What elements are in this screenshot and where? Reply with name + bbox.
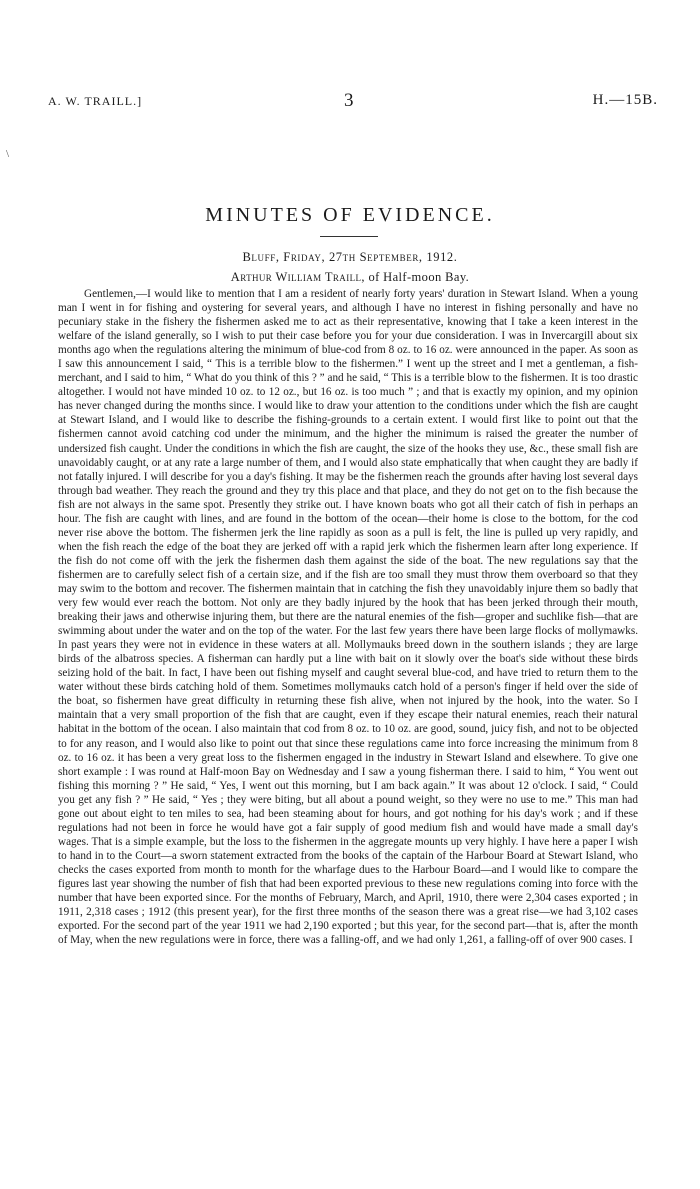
document-reference: H.—15B.	[592, 92, 658, 108]
witness-name: Arthur William Traill,	[230, 270, 365, 284]
evidence-paragraph: Gentlemen,—I would like to mention that I am a resident of nearly forty years' duration in Stewart Island. When a young man I went in for fishing and oystering for several years, and although I have no interest in fishing personally and have no pecuniary stake in the fishery the fishermen asked me to act as their representative, knowing that I take a keen interest in the welfare of the island generally, so I wish to put their case before you for your due consideration. I was in Invercargill about six months ago when the regulations altering the minimum of blue-cod from 8 oz. to 16 oz. were announced in the paper. As soon as I saw this announcement I said, “ This is a terrible blow to the fishermen.” I went up the street and I met a gentleman, a fish-merchant, and I said to him, “ What do you think of this ? ” and he said, “ This is a terrible blow to the fishermen. It is too drastic altogether. I would not have minded 10 oz. to 12 oz., but 16 oz. is too much ” ; and that is exactly my opinion, and my opinion has never changed during the months since. I would like to draw your attention to the conditions under which the fish are caught at Stewart Island, and I would like to describe the fishing-grounds to a certain extent. I would first like to point out that the fishermen cannot avoid catching cod under the minimum, and the higher the minimum is raised the greater the number of undersized fish caught. Under the conditions in which the fish are caught, the size of the hooks they use, &c., these small fish are unavoidably caught, or at any rate a large number of them, and I would also state emphatically that when caught they are badly if not fatally injured. I will describe for you a day's fishing. It may be the fishermen reach the grounds after having lost several days through bad weather. They reach the ground and they try this place and that place, and they do not get on to the fish because the fish are not always in the same spot. Presently they strike out. I have known boats who got all their catch of fish in perhaps an hour. The fish are caught with lines, and are found in the bottom of the ocean—their home is close to the bottom, for the cod never rise above the bottom. The fishermen jerk the line rapidly as soon as a pull is felt, the line is pulled up very rapidly, and when the fish reach the edge of the boat they are jerked off with a rapid jerk which the fishermen learn after long experience. If the fish do not come off with the jerk the fishermen dash them against the side of the boat. The new regulations say that the fishermen are to carefully select fish of a certain size, and if the fish are too small they must throw them overboard so that they may swim to the bottom and recover. The fishermen maintain that in catching the fish they unavoidably injure them so badly that very few would ever reach the bottom. Not only are they badly injured by the hook that has been jerked through their mouth, breaking their jaws and otherwise injuring them, but there are the natural enemies of the fish—groper and suchlike fish—that are swimming about under the water and on the top of the water. For the last few years there have been large flocks of mollymawks. In past years they were not in evidence in these waters at all. Mollymauks breed down in the southern islands ; they are large birds of the albatross species. A fisherman can hardly put a line with bait on it slowly over the boat's side without these birds seizing hold of the bait. In fact, I have been out fishing myself and caught several blue-cod, and have tried to return them to the water without these birds catching hold of them. Sometimes mollymauks catch hold of a person's finger if held over the side of the boat, so fishermen have great difficulty in returning these fish alive, when not injured by the hook, into the water. So I maintain that a very small proportion of the fish that are caught, even if they escape their natural enemies, reach their natural habitat in the bottom of the ocean. I also maintain that cod from 8 oz. to 10 oz. are good, sound, juicy fish, and not to be objected to for any reason, and I would also like to point out that since these regulations came into force increasing the minimum from 8 oz. to 16 oz. it has been a very great loss to the fishermen engaged in the industry in Stewart Island and elsewhere. To give one short example : I was round at Half-moon Bay on Wednesday and I saw a young fisherman there. I said to him, “ You went out fishing this morning ? ” He said, “ Yes, I went out this morning, but I am back again.” It was about 12 o'clock. I said, “ Could you get any fish ? ” He said, “ Yes ; they were biting, but all about a pound weight, so they were no use to me.” This man had gone out about eight to ten miles to sea, had been steaming about for hours, and got nothing for his day's work ; and if these regulations had not been in force he would have got a fair supply of good medium fish and would have made a small day's wages. That is a simple example, but the loss to the fishermen in the aggregate mounts up very highly. I have here a paper I wish to hand in to the Court—a sworn statement extracted from the books of the captain of the Harbour Board at Stewart Island, who checks the cases exported from month to month for the wharfage dues to the Harbour Board—and I would like to compare the figures last year showing the number of fish that had been exported previous to these new regulations coming into force with the number that have been exported since. For the months of February, March, and April, 1910, there were 2,304 cases exported ; in 1911, 2,318 cases ; 1912 (this present year), for the first three months of the season there was a great rise—we had 3,102 cases exported. For the second part of the year 1911 we had 2,190 exported ; but this year, for the second part—that is, after the month of May, when the new regulations were in force, there was a falling-off, and we had only 1,261, a falling-off of over 900 cases. I	[58, 288, 638, 947]
running-header	[48, 90, 658, 116]
header-author: A. W. TRAILL.]	[48, 94, 143, 108]
title-rule	[320, 236, 378, 237]
page-title: MINUTES OF EVIDENCE.	[205, 204, 495, 226]
margin-mark: \	[6, 148, 10, 160]
dateline: Bluff, Friday, 27th September, 1912.	[242, 250, 458, 264]
page-number: 3	[344, 90, 354, 111]
witness-place: of Half-moon Bay.	[364, 270, 470, 284]
witness-line	[0, 270, 700, 285]
